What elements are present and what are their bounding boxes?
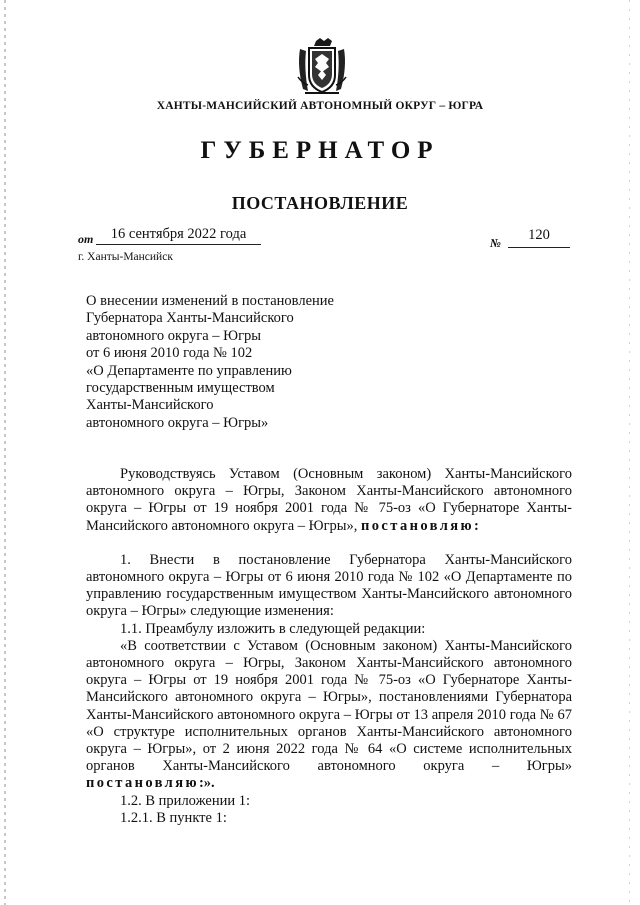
preamble-text: Руководствуясь Уставом (Основным законом) Ханты-Мансийского автономного округа – Югры, Законом Ханты-Мансийского автономного округа – Югры от 19 ноября 2001 года № 75-оз «О Губернаторе Ханты-Мансийского автономного округа – Югры», <box>86 466 572 534</box>
preamble-paragraph <box>86 466 572 535</box>
subject-line: автономного округа – Югры <box>86 327 262 344</box>
subject-line: автономного округа – Югры» <box>86 414 269 431</box>
document-subject <box>86 293 386 432</box>
number-prefix: № <box>490 236 501 250</box>
document-number: 120 <box>508 226 570 248</box>
quoted-preamble <box>86 638 572 793</box>
quoted-preamble-text: «В соответствии с Уставом (Основным законом) Ханты-Мансийского автономного округа – Югры, Законом Ханты-Мансийского автономного округа – Югры от 19 ноября 2001 года № 75-оз «О Губернаторе Ханты-Мансийского автономного округа – Югры», постановлениями Губернатора Ханты-Мансийского автономного округа – Югры от 13 апреля 2010 года № 67 «О структуре исполнительных органов Ханты-Мансийского автономного округа – Югры», от 2 июня 2022 года № 64 «О системе исполнительных органов Ханты-Мансийского автономного округа – Югры» <box>86 637 572 775</box>
document-authority: ГУБЕРНАТОР <box>200 137 440 164</box>
quoted-decree-tail: :». <box>198 775 215 792</box>
date-prefix: от <box>78 232 94 246</box>
subject-line: государственным имуществом <box>86 380 275 397</box>
quoted-decree-word: постановляю <box>86 775 199 792</box>
issue-city: г. Ханты-Мансийск <box>78 251 173 263</box>
item-1-1: 1.1. Преамбулу изложить в следующей редакции: <box>120 620 426 637</box>
decree-word: постановляю <box>361 517 474 534</box>
decree-colon: : <box>473 517 479 534</box>
subject-line: от 6 июня 2010 года № 102 <box>86 345 253 362</box>
scan-edge-right <box>629 0 630 905</box>
item-1: 1. Внести в постановление Губернатора Ханты-Мансийского автономного округа – Югры от 6 июня 2010 года № 102 «О Департаменте по управлению государственным имуществом Ханты-Мансийского автономного округа – Югры» следующие изменения: <box>86 551 572 620</box>
item-1-2-1: 1.2.1. В пункте 1: <box>120 809 227 826</box>
subject-line: Ханты-Мансийского <box>86 397 214 414</box>
region-name: ХАНТЫ-МАНСИЙСКИЙ АВТОНОМНЫЙ ОКРУГ – ЮГРА <box>156 100 484 112</box>
subject-line: «О Департаменте по управлению <box>86 362 292 379</box>
scan-edge-left <box>4 0 6 905</box>
document-type: ПОСТАНОВЛЕНИЕ <box>231 193 409 213</box>
item-1-2: 1.2. В приложении 1: <box>120 792 251 809</box>
subject-line: О внесении изменений в постановление <box>86 293 334 309</box>
document-date: 16 сентября 2022 года <box>96 225 261 245</box>
subject-line: Губернатора Ханты-Мансийского <box>86 310 294 327</box>
document-body <box>86 466 572 827</box>
coat-of-arms-icon <box>296 37 348 95</box>
